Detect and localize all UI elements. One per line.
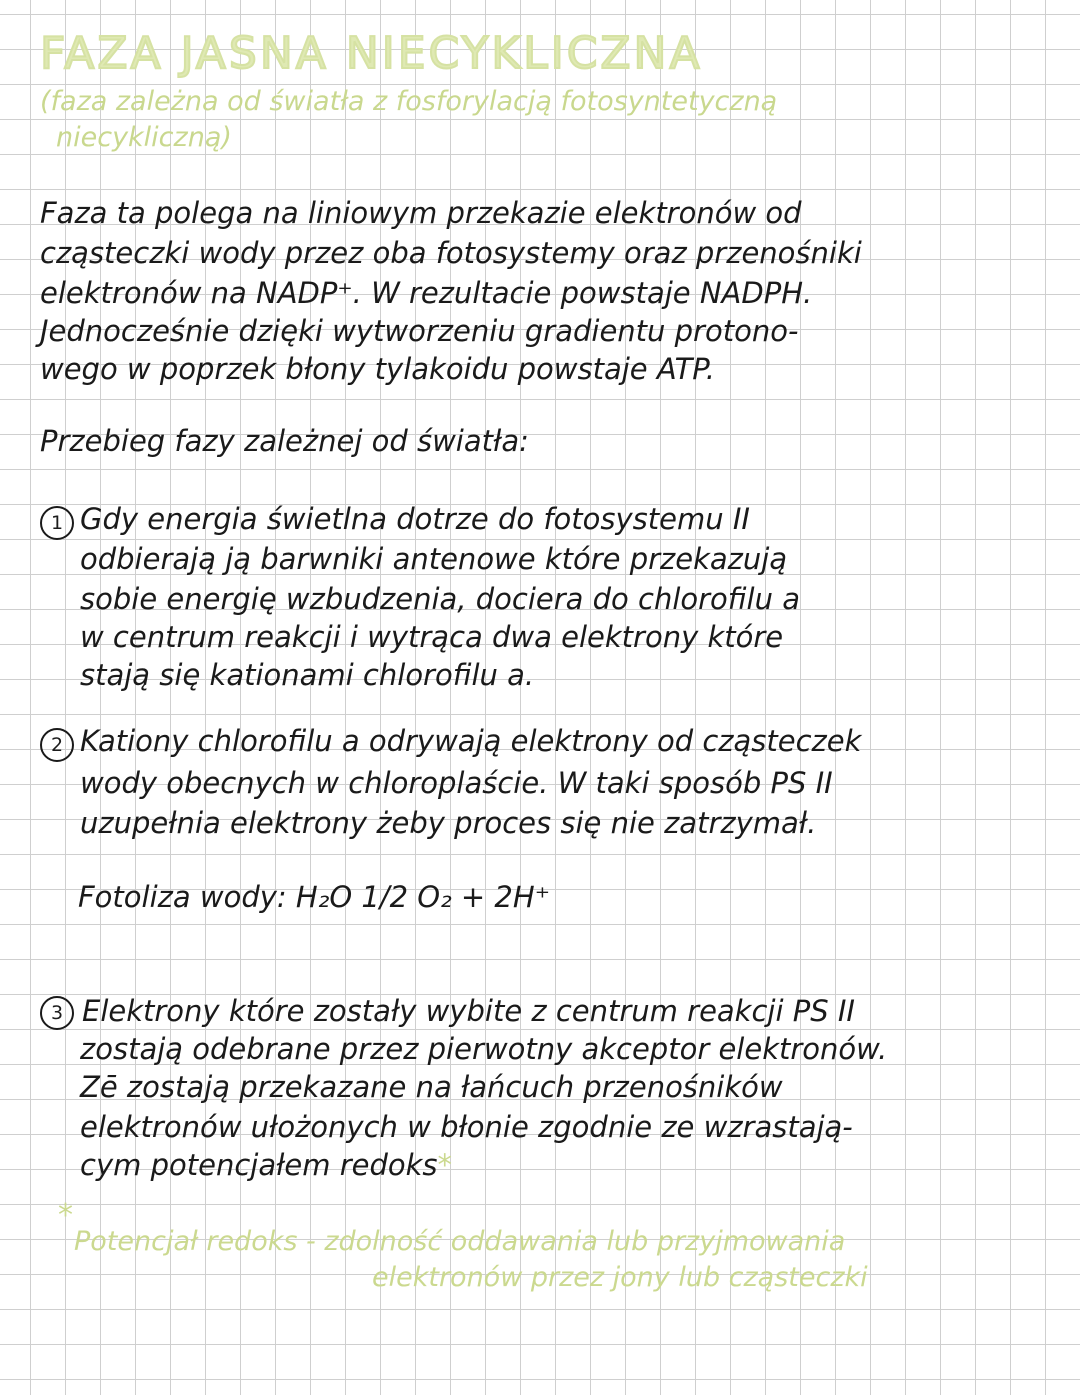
step-line [80,1148,452,1182]
step-line: elektronów ułożonych w błonie zgodnie ze wzrastają- [80,1110,853,1144]
section-heading: Przebieg fazy zależnej od światła: [40,424,529,458]
step-line: zostają odebrane przez pierwotny akceptor elektronów. [80,1032,888,1066]
intro-line: elektronów na NADP⁺. W rezultacie powstaje NADPH. [40,276,813,310]
intro-line: wego w poprzek błony tylakoidu powstaje ATP. [40,352,716,386]
step-number-badge: 2 [40,728,74,762]
step-line-text: cym potencjałem redoks [80,1148,438,1182]
photolysis-equation: Fotoliza wody: H₂O 1/2 O₂ + 2H⁺ [78,880,551,914]
footnote-line: Potencjał redoks - zdolność oddawania lub przyjmowania [74,1226,846,1257]
step-line: uzupełnia elektrony żeby proces się nie zatrzymał. [80,806,817,840]
footnote-asterisk: * [58,1198,73,1233]
subtitle-line: (faza zależna od światła z fosforylacją fotosyntetyczną [40,86,778,117]
page-title: FAZA JASNA NIECYKLICZNA [40,28,703,79]
step-number-badge: 1 [40,506,74,540]
step-line: Zē zostają przekazane na łańcuch przenośników [80,1070,783,1104]
step-line: stają się kationami chlorofilu a. [80,658,535,692]
step-line: Elektrony które zostały wybite z centrum reakcji PS II [82,994,855,1028]
subtitle-line: niecykliczną) [56,122,232,153]
step-number-badge: 3 [40,996,74,1030]
step-line: odbierają ją barwniki antenowe które przekazują [80,542,788,576]
intro-line: Faza ta polega na liniowym przekazie elektronów od [40,196,802,230]
intro-line: cząsteczki wody przez oba fotosystemy oraz przenośniki [40,236,862,270]
step-line: Kationy chlorofilu a odrywają elektrony od cząsteczek [80,724,862,758]
step-line: wody obecnych w chloroplaście. W taki sposób PS II [80,766,833,800]
footnote-ref-asterisk: * [437,1148,453,1182]
step-line: Gdy energia świetlna dotrze do fotosystemu II [80,502,750,536]
step-line: w centrum reakcji i wytrąca dwa elektrony które [80,620,784,654]
step-line: sobie energię wzbudzenia, dociera do chlorofilu a [80,582,800,616]
footnote-line: elektronów przez jony lub cząsteczki [372,1262,868,1293]
intro-line: Jednocześnie dzięki wytworzeniu gradientu protono- [40,314,799,348]
